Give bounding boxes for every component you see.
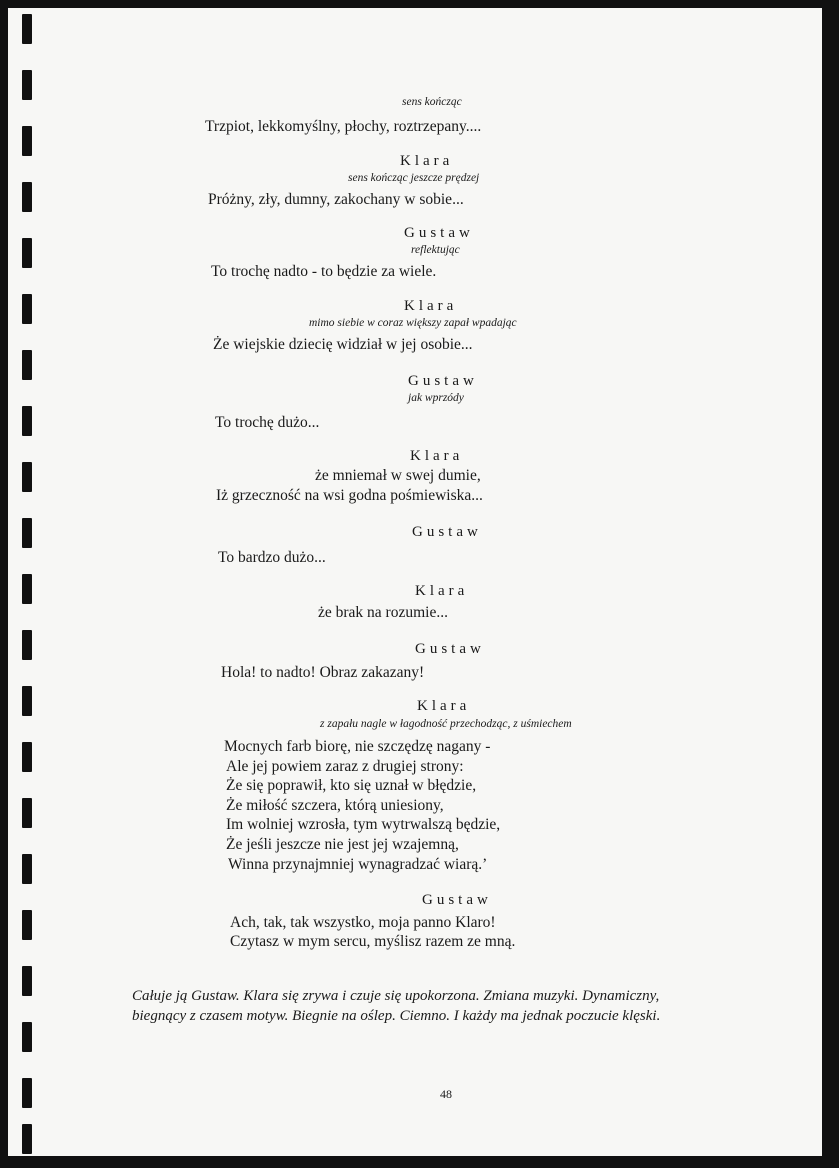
dialogue-line: Mocnych farb biorę, nie szczędzę nagany - [224,738,491,755]
stage-direction: sens kończąc [402,96,462,108]
dialogue-line: Czytasz w mym sercu, myślisz razem ze mną. [230,933,516,950]
page-number: 48 [440,1087,452,1101]
dialogue-line: Że jeśli jeszcze nie jest jej wzajemną, [226,836,459,853]
speaker-name: Klara [400,153,454,169]
dialogue-line: Trzpiot, lekkomyślny, płochy, roztrzepany.... [205,118,482,135]
stage-direction: reflektując [411,244,460,256]
speaker-name: Klara [415,583,469,599]
dialogue-line: Ach, tak, tak wszystko, moja panno Klaro! [230,914,496,931]
binding-hole [22,462,32,492]
dialogue-line: Hola! to nadto! Obraz zakazany! [221,664,425,681]
stage-direction-paragraph: biegnący z czasem motyw. Biegnie na oślep. Ciemno. I każdy ma jednak poczucie klęski. [132,1008,661,1024]
speaker-name: Gustaw [408,373,478,389]
speaker-name: Klara [404,298,458,314]
stage-direction: z zapału nagle w łagodność przechodząc, z uśmiechem [320,718,572,730]
speaker-name: Gustaw [415,641,485,657]
binding-hole [22,126,32,156]
dialogue-line: Że się poprawił, kto się uznał w błędzie, [226,777,477,794]
speaker-name: Gustaw [404,225,474,241]
speaker-name: Klara [410,448,464,464]
stage-direction: sens kończąc jeszcze prędzej [348,172,480,184]
binding-hole [22,238,32,268]
binding-hole [22,14,32,44]
dialogue-line: Winna przynajmniej wynagradzać wiarą.’ [228,856,488,873]
dialogue-line: że mniemał w swej dumie, [315,467,481,484]
speaker-name: Gustaw [422,892,492,908]
binding-hole [22,70,32,100]
stage-direction-paragraph: Całuje ją Gustaw. Klara się zrywa i czuje się upokorzona. Zmiana muzyki. Dynamiczny, [132,988,660,1004]
dialogue-line: Że wiejskie dziecię widział w jej osobie... [213,336,473,353]
dialogue-line: To trochę dużo... [215,414,320,431]
dialogue-line: Że miłość szczera, którą uniesiony, [226,797,444,814]
binding-hole [22,574,32,604]
binding-hole [22,1124,32,1154]
binding-hole [22,966,32,996]
binding-hole [22,350,32,380]
dialogue-line: Im wolniej wzrosła, tym wytrwalszą będzie, [226,816,501,833]
stage-direction: jak wprzódy [408,392,464,404]
binding-hole [22,630,32,660]
binding-hole [22,910,32,940]
binding-hole [22,406,32,436]
dialogue-line: Próżny, zły, dumny, zakochany w sobie... [208,191,464,208]
binding-hole [22,518,32,548]
stage-direction: mimo siebie w coraz większy zapał wpadając [309,317,517,329]
binding-hole [22,1078,32,1108]
binding-hole [22,742,32,772]
dialogue-line: Ale jej powiem zaraz z drugiej strony: [226,758,464,775]
binding-hole [22,294,32,324]
binding-hole [22,1022,32,1052]
speaker-name: Gustaw [412,524,482,540]
binding-hole [22,182,32,212]
binding-hole [22,798,32,828]
dialogue-line: Iż grzeczność na wsi godna pośmiewiska... [216,487,483,504]
document-page [8,8,822,1156]
binding-hole [22,854,32,884]
dialogue-line: że brak na rozumie... [318,604,448,621]
binding-holes [22,8,36,1156]
binding-hole [22,686,32,716]
speaker-name: Klara [417,698,471,714]
dialogue-line: To trochę nadto - to będzie za wiele. [211,263,437,280]
dialogue-line: To bardzo dużo... [218,549,326,566]
